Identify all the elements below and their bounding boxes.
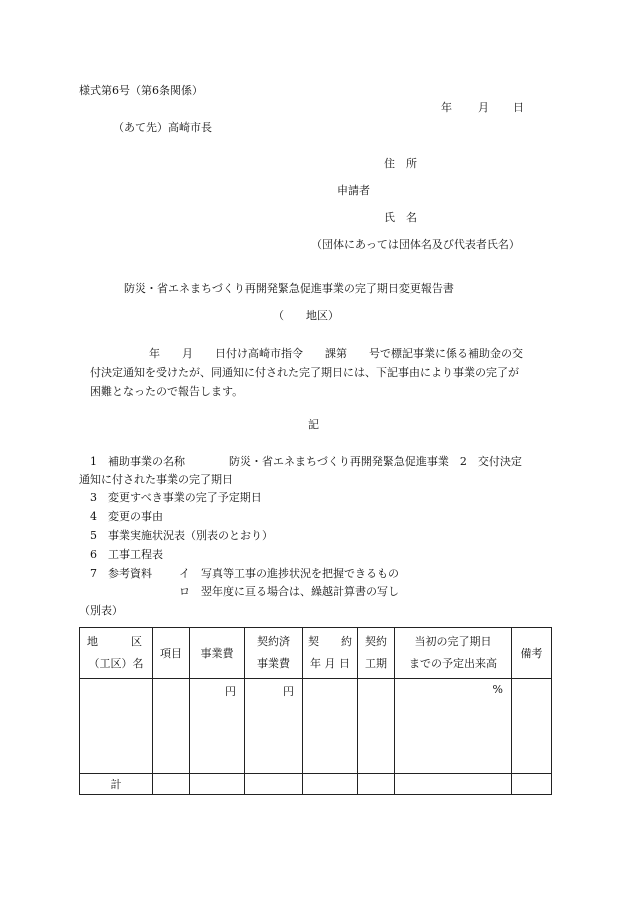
- header-district-line2: （工区）名: [88, 657, 144, 670]
- applicant-address-label: 住 所: [384, 157, 417, 170]
- header-cost: [190, 628, 245, 679]
- header-period-line2: 工期: [365, 657, 387, 670]
- item-6: 6 工事工程表: [90, 548, 163, 561]
- table-header-row: [80, 628, 552, 679]
- date-day: 日: [513, 101, 524, 114]
- ki-heading: 記: [308, 418, 319, 431]
- date-year: 年: [441, 101, 452, 114]
- cell-total-period: [358, 774, 395, 795]
- item-4: 4 変更の事由: [90, 510, 163, 523]
- header-contract-line1: 契 約: [308, 635, 352, 648]
- item-7: 7 参考資料: [90, 567, 152, 580]
- header-district: [80, 628, 153, 679]
- unit-yen: 円: [225, 685, 236, 698]
- form-number: 様式第6号（第6条関係）: [79, 84, 203, 97]
- district-label: （ 地区）: [273, 309, 339, 322]
- item-7-b: ロ 翌年度に亘る場合は、繰越計算書の写し: [179, 585, 399, 598]
- cell-total-cost: [190, 774, 245, 795]
- cell-total-contracted: [245, 774, 303, 795]
- body-line-1: 年 月 日付け高崎市指令 課第 号で標記事業に係る補助金の交: [149, 347, 523, 360]
- header-progress-line1: 当初の完了期日: [414, 635, 492, 648]
- cell-total-progress: [395, 774, 512, 795]
- table-row: [80, 679, 552, 774]
- header-remarks: [512, 628, 552, 679]
- unit-percent: %: [492, 683, 503, 696]
- body-line-3: 困難となったので報告します。: [90, 385, 244, 398]
- cell-cost: [190, 679, 245, 774]
- header-contracted-line1: 契約済: [257, 635, 290, 648]
- cell-contract-date: [303, 679, 358, 774]
- item-7-a: イ 写真等工事の進捗状況を把握できるもの: [179, 567, 399, 580]
- cell-district: [80, 679, 153, 774]
- date-month: 月: [478, 101, 489, 114]
- cell-total-contract-date: [303, 774, 358, 795]
- header-progress-line2: までの予定出来高: [409, 657, 497, 670]
- applicant-name-label: 氏 名: [384, 211, 417, 224]
- header-remarks-label: 備考: [520, 647, 543, 660]
- applicant-label: 申請者: [337, 184, 370, 197]
- item-3: 3 変更すべき事業の完了予定期日: [90, 491, 262, 504]
- header-planned-progress: [395, 628, 512, 679]
- header-item: [153, 628, 190, 679]
- cell-total-remarks: [512, 774, 552, 795]
- header-cost-label: 事業費: [200, 647, 234, 660]
- cell-contract-period: [358, 679, 395, 774]
- header-contracted-line2: 事業費: [257, 657, 290, 670]
- header-item-label: 項目: [160, 647, 182, 660]
- progress-table: [79, 627, 552, 795]
- addressee: （あて先）高崎市長: [113, 121, 212, 134]
- cell-remarks: [512, 679, 552, 774]
- header-period-line1: 契約: [365, 635, 387, 648]
- document-title: 防災・省エネまちづくり再開発緊急促進事業の完了期日変更報告書: [124, 282, 454, 295]
- cell-contracted-cost: [245, 679, 303, 774]
- header-district-line1: 地 区: [87, 635, 142, 648]
- item-1-continued: 通知に付された事業の完了期日: [79, 473, 233, 486]
- header-contracted-cost: [245, 628, 303, 679]
- body-line-2: 付決定通知を受けたが、同通知に付された完了期日には、下記事由により事業の完了が: [90, 366, 519, 379]
- applicant-note: （団体にあっては団体名及び代表者氏名）: [311, 238, 520, 251]
- header-contract-line2: 年 月 日: [310, 657, 350, 670]
- header-contract-date: [303, 628, 358, 679]
- item-1: 1 補助事業の名称 防災・省エネまちづくり再開発緊急促進事業 2 交付決定: [90, 455, 522, 468]
- item-5: 5 事業実施状況表（別表のとおり）: [90, 529, 273, 542]
- appendix-label: （別表）: [79, 604, 123, 617]
- total-label: 計: [110, 778, 122, 791]
- cell-total-item: [153, 774, 190, 795]
- unit-yen-contracted: 円: [283, 685, 294, 698]
- header-contract-period: [358, 628, 395, 679]
- cell-planned-progress: [395, 679, 512, 774]
- table-total-row: [80, 774, 552, 795]
- cell-item: [153, 679, 190, 774]
- cell-total-label: [80, 774, 153, 795]
